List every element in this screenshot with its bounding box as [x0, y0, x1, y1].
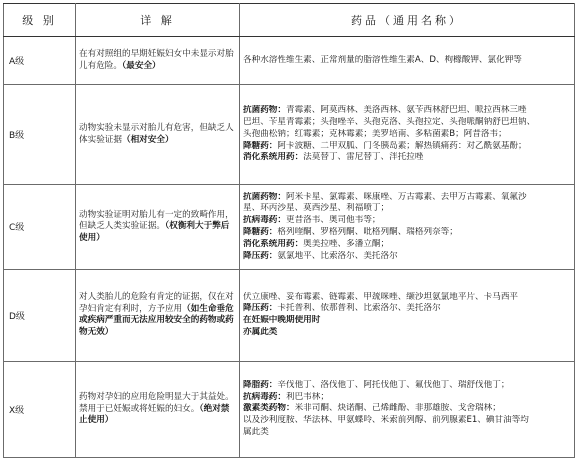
detail-note: （权衡利大于弊后使用）: [79, 221, 230, 243]
detail-note: （相对安全）: [121, 134, 174, 145]
drug-line: [243, 129, 571, 141]
header-level: 级 别: [4, 4, 76, 37]
detail-text: 动物实验未显示对胎儿有危害，但缺乏人体实验证据: [79, 123, 234, 145]
detail-text: 动物实验证明对胎儿有一定的致畸作用，但缺乏人类实验证据。: [79, 209, 234, 232]
drug-line: [243, 380, 571, 392]
drug-names: 辛伐他丁、洛伐他丁、阿托伐他丁、氟伐他丁、瑞舒伐他丁；: [277, 379, 510, 390]
detail-cell: [76, 361, 240, 457]
drug-names: 卡托普利、依那普利、比索洛尔、美托洛尔: [277, 303, 441, 314]
drug-names: 奥美拉唑、多潘立酮；: [303, 238, 390, 249]
drug-line: [243, 117, 571, 129]
drug-line: [243, 55, 571, 67]
drug-category-label: 抗菌药物：: [243, 105, 286, 116]
drug-category-label: 抗菌药物：: [243, 191, 286, 202]
drug-line: [243, 105, 571, 117]
detail-cell: [76, 85, 240, 185]
grade-cell: X级: [4, 361, 76, 457]
pregnancy-drug-category-table: [3, 3, 575, 458]
drug-category-label: 降脂药：: [243, 379, 278, 390]
drug-line: [243, 192, 571, 204]
drug-line: [243, 239, 571, 251]
detail-cell: [76, 37, 240, 85]
drug-line: [243, 392, 571, 404]
drug-names: 头孢曲松钠；红霉素；克林霉素；美罗培南、多粘菌素B；阿昔洛韦；: [243, 128, 507, 139]
drug-names: 伏立康唑、妥布霉素、链霉素、甲巯咪唑、缬沙坦氨氯地平片、卡马西平: [243, 291, 519, 302]
grade-cell: C级: [4, 185, 76, 269]
drug-line: [243, 152, 571, 164]
drug-line: [243, 292, 571, 304]
drug-names: 各种水溶性维生素、正常剂量的脂溶性维生素A、D、枸橼酸钾、氯化钾等: [243, 54, 522, 65]
detail-cell: [76, 269, 240, 361]
drugs-cell: [240, 269, 575, 361]
detail-text: 对人类胎儿的危险有肯定的证据，仅在对孕妇肯定有利时，方予应用: [79, 292, 234, 314]
header-detail: 详 解: [76, 4, 240, 37]
drug-names: 米非司酮、炔诺酮、己烯雌酚、非那雄胺、戈舍瑞林；: [294, 403, 501, 414]
drug-names: 在妊娠中晚期使用时: [243, 315, 321, 326]
detail-text: 药物对孕妇的应用危险明显大于其益处。禁用于已妊娠或将妊娠的妇女。: [79, 392, 234, 414]
drug-line: [243, 403, 571, 415]
drug-line: [243, 203, 571, 215]
drug-names: 属此类: [243, 427, 269, 438]
drug-names: 格列喹酮、罗格列酮、吡格列酮、瑞格列奈等；: [277, 226, 458, 237]
detail-note: （如生命垂危或疾病严重而无法应用较安全的药物或药物无效）: [79, 303, 234, 337]
drug-line: [243, 315, 571, 327]
table-row: [4, 37, 575, 85]
table-row: [4, 269, 575, 361]
drug-names: 阿米卡星、氯霉素、咪康唑、万古霉素、去甲万古霉素、氧氟沙: [285, 191, 527, 202]
drugs-cell: [240, 361, 575, 457]
drug-category-label: 抗病毒药：: [243, 391, 286, 402]
drug-names: 法莫替丁、雷尼替丁、泮托拉唑: [303, 152, 424, 163]
drugs-cell: [240, 185, 575, 269]
drug-line: [243, 215, 571, 227]
drug-category-label: 降糖药：: [243, 226, 278, 237]
header-drugs: 药品（通用名称）: [240, 4, 575, 37]
detail-cell: [76, 185, 240, 269]
drug-names: 更昔洛韦、奥司他韦等；: [285, 215, 381, 226]
drug-line: [243, 427, 571, 439]
drug-names: 巴坦、苄星青霉素；头孢唑辛、头孢克洛、头孢拉定、头孢哌酮钠舒巴坦钠、: [243, 117, 536, 128]
table-row: [4, 85, 575, 185]
drug-category-label: 降压药：: [243, 303, 278, 314]
drug-line: [243, 227, 571, 239]
drug-names: 青霉素、阿莫西林、美洛西林、氨苄西林舒巴坦、哌拉西林三唑: [285, 105, 527, 116]
drug-names: 利巴韦林；: [285, 391, 329, 402]
drug-names: 星、环丙沙星、莫西沙星、利福喷丁；: [243, 203, 390, 214]
detail-note: （绝对禁止使用）: [79, 403, 230, 426]
drug-line: [243, 141, 571, 153]
drug-line: [243, 251, 571, 263]
drug-category-label: 消化系统用药：: [243, 152, 304, 163]
drug-line: [243, 415, 571, 427]
drug-line: [243, 303, 571, 315]
drug-category-label: 激素类药物：: [243, 403, 295, 414]
drug-category-label: 降压药：: [243, 250, 278, 261]
table-row: [4, 361, 575, 457]
header-row: [4, 4, 575, 37]
grade-cell: A级: [4, 37, 76, 85]
drug-names: 以及沙利度胺、华法林、甲氨蝶呤、米索前列醇、前列腺素E1、碘甘油等均: [243, 415, 529, 426]
drug-category-label: 抗病毒药：: [243, 215, 286, 226]
drug-names: 阿卡波糖、二甲双胍、门冬胰岛素；解热镇痛药：对乙酰氨基酚；: [277, 140, 527, 151]
drug-category-label: 消化系统用药：: [243, 238, 304, 249]
detail-note: （最安全）: [121, 60, 161, 71]
table-row: [4, 185, 575, 269]
drug-names: 氨氯地平、比索洛尔、美托洛尔: [277, 250, 398, 261]
drugs-cell: [240, 85, 575, 185]
detail-text: 在有对照组的早期妊娠妇女中未显示对胎儿有危险。: [79, 49, 234, 71]
drug-names: 亦属此类: [243, 326, 278, 337]
grade-cell: B级: [4, 85, 76, 185]
drug-category-label: 降糖药：: [243, 140, 278, 151]
drugs-cell: [240, 37, 575, 85]
grade-cell: D级: [4, 269, 76, 361]
drug-line: [243, 327, 571, 339]
